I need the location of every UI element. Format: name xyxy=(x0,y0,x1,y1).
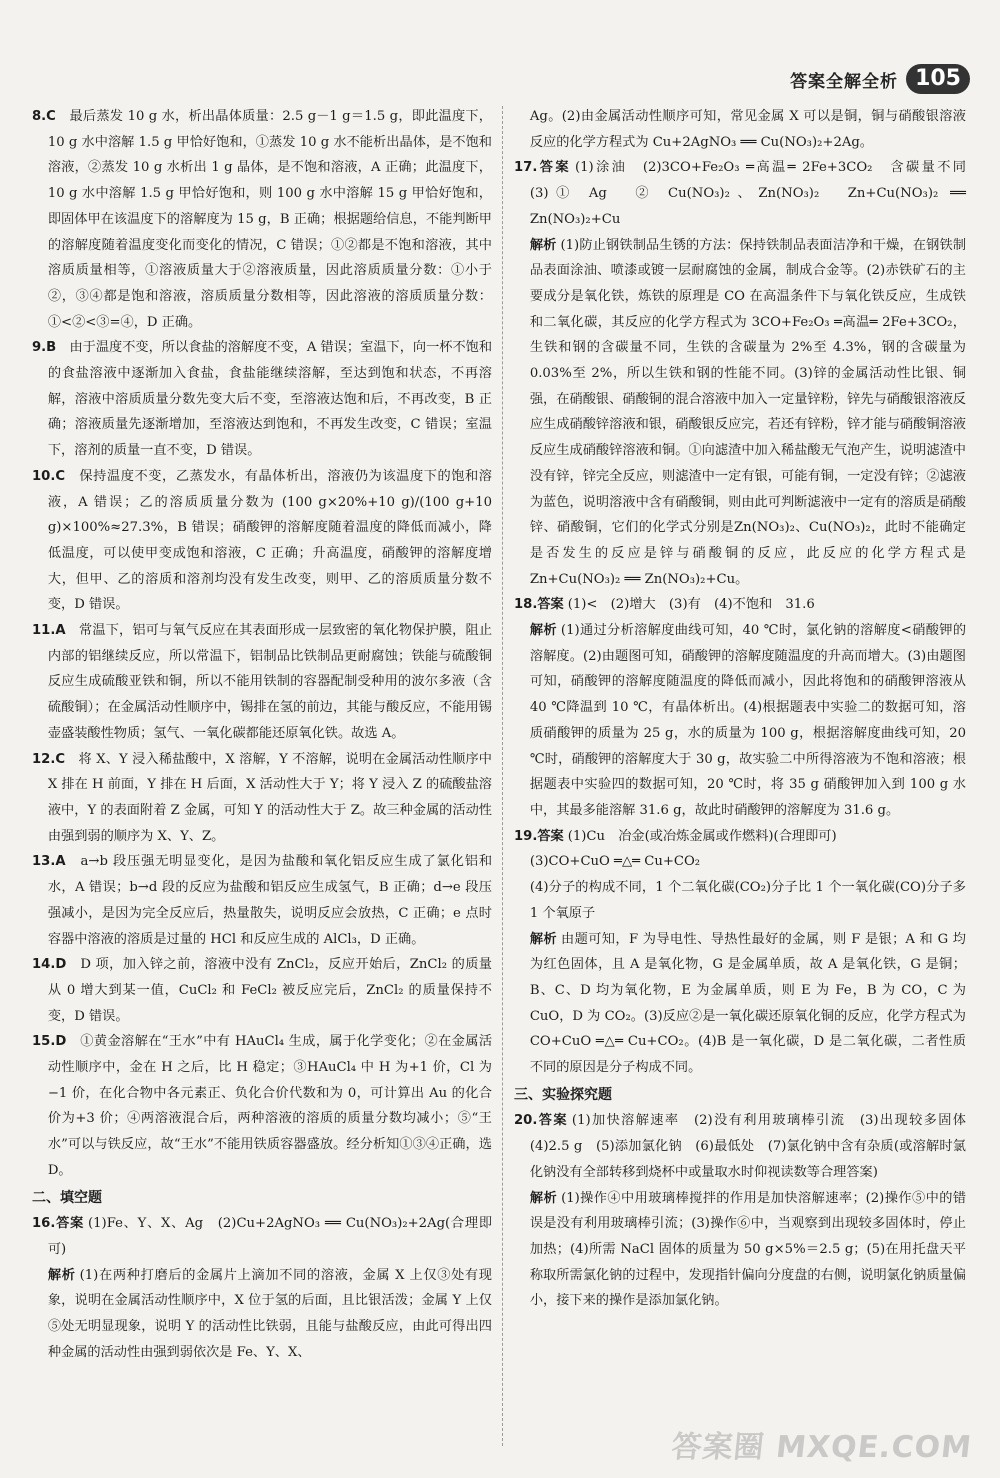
answer-10: 10.C 保持温度不变，乙蒸发水，有晶体析出，溶液仍为该温度下的饱和溶液，A 错误；乙的溶质质量分数为 (100 g×20%+10 g)/(100 g+10 g)×100%≈27.3%，B 错误；硝酸钾的溶解度随着温度的降低而减小，降低温度，可以使甲变成饱和溶液，C 正确；升高温度，硝酸钾的溶解度增大，但甲、乙的溶质和溶剂均没有发生改变，则甲、乙的溶质质量分数不变，D 错误。 xyxy=(32,468,492,613)
answer-tag: 答案 xyxy=(537,1113,568,1129)
header-title: 答案全解全析 xyxy=(790,71,899,92)
answer-20: 20.答案 (1)加快溶解速率 (2)没有利用玻璃棒引流 (3)出现较多固体 (4)2.5 g (5)添加氯化钠 (6)最低处 (7)氯化钠中含有杂质(或溶解时氯化钠没有全部转移到烧杯中或量取水时仰视读数等合理答案) xyxy=(514,1113,980,1180)
answer-15: 15.D ①黄金溶解在“王水”中有 HAuCl₄ 生成，属于化学变化；②在金属活动性顺序中，金在 H 之后，比 H 稳定；③HAuCl₄ 中 H 为+1 价，Cl 为−1 价，在化合物中各元素正、负化合价代数和为 0，可计算出 Au 的化合价为+3 价；④两溶液混合后，两种溶液的溶质的质量分数均减小；⑤“王水”可以与铁反应，故“王水”不能用铁质容器盛放。经分析知①③④正确，选 D。 xyxy=(32,1034,493,1178)
column-divider xyxy=(502,106,503,1446)
analysis-tag: 解析 xyxy=(529,931,558,947)
answer-14: 14.D D 项，加入锌之前，溶液中没有 ZnCl₂，反应开始后，ZnCl₂ 的质量从 0 增大到某一值，CuCl₂ 和 FeCl₂ 被反应完后，ZnCl₂ 的质量保持不变，D 错误。 xyxy=(32,957,492,1024)
analysis-20: 解析 (1)操作④中用玻璃棒搅拌的作用是加快溶解速率；(2)操作⑤中的错误是没有利用玻璃棒引流；(3)操作⑥中，当观察到出现较多固体时，停止加热；(4)所需 NaCl 固体的质量为 50 g×5%＝2.5 g；(5)在用托盘天平称取所需氯化钠的过程中，发现指针偏向分度盘的右侧，说明氯化钠质量偏小，接下来的操作是添加氯化钠。 xyxy=(529,1190,967,1309)
analysis-18: 解析 (1)通过分析溶解度曲线可知，40 ℃时，氯化钠的溶解度<硝酸钾的溶解度。(2)由题图可知，硝酸钾的溶解度随温度的升高而增大。(3)由题图可知，硝酸钾的溶解度随温度的降低而减小，因此将饱和的硝酸钾溶液从 40 ℃降温到 10 ℃，有晶体析出。(4)根据题表中实验二的数据可知，溶质硝酸钾的质量为 25 g，水的质量为 100 g，根据溶解度曲线可知，20 ℃时，硝酸钾的溶解度大于 30 g，故实验二中所得溶液为不饱和溶液；根据题表中实验四的数据可知，20 ℃时，将 35 g 硝酸钾加入到 100 g 水中，其最多能溶解 31.6 g，故此时硝酸钾的溶解度为 31.6 g。 xyxy=(529,623,967,818)
answer-13: 13.A a→b 段压强无明显变化，是因为盐酸和氧化铝反应生成了氯化铝和水，A 错误；b→d 段的反应为盐酸和铝反应生成氢气，B 正确；d→e 段压强减小，是因为完全反应后，热量散失，说明反应会放热，C 正确；e 点时容器中溶液的溶质是过量的 HCl 和反应生成的 AlCl₃，D 正确。 xyxy=(32,854,493,947)
answer-19: 19.答案 (1)Cu 冶金(或冶炼金属或作燃料)(合理即可) (3)CO+CuO ═△═ Cu+CO₂ (4)分子的构成不同，1 个二氧化碳(CO₂)分子比 1 个一氧化碳(CO)分子多 1 个氧原子 xyxy=(514,828,966,921)
analysis-16: 解析 (1)在两种打磨后的金属片上滴加不同的溶液，金属 X 上仅③处有现象，说明在金属活动性顺序中，X 位于氢的后面，且比银活泼；金属 Y 上仅⑤处无明显现象，说明 Y 的活动性比铁弱，且能与盐酸反应，由此可得出四种金属的活动性由强到弱依次是 Fe、Y、X、 xyxy=(47,1267,492,1360)
section-heading-fill-in: 二、填空题 xyxy=(32,1189,102,1206)
right-column xyxy=(514,104,980,1314)
answer-12: 12.C 将 X、Y 浸入稀盐酸中，X 溶解，Y 不溶解，说明在金属活动性顺序中 X 排在 H 前面，Y 排在 H 后面，X 活动性大于 Y；将 Y 浸入 Z 的硫酸盐溶液中，Y 的表面附着 Z 金属，可知 Y 的活动性大于 Z。故三种金属的活动性由强到弱的顺序为 X、Y、Z。 xyxy=(32,751,492,844)
answer-8: 8.C 最后蒸发 10 g 水，析出晶体质量：2.5 g－1 g＝1.5 g，即此温度下，10 g 水中溶解 1.5 g 甲恰好饱和，①蒸发 10 g 水不能析出晶体，是不饱和溶液，②蒸发 10 g 水析出 1 g 晶体，是不饱和溶液，A 正确；此温度下，10 g 水中溶解 1.5 g 甲恰好饱和，则 100 g 水中溶解 15 g 甲恰好饱和，即固体甲在该温度下的溶解度为 15 g，B 正确；根据题给信息，不能判断甲的溶解度随着温度变化而变化的情况，C 错误；①②都是不饱和溶液，其中溶质质量相等，①溶液质量大于②溶液质量，因此溶质质量分数：①小于②，③④都是饱和溶液，溶质质量分数相等，因此溶液的溶质质量分数：①<②<③=④，D 正确。 xyxy=(32,109,492,330)
answer-tag: 答案 xyxy=(537,597,564,613)
page-header xyxy=(790,64,970,94)
answer-tag: 答案 xyxy=(537,828,564,844)
analysis-tag: 解析 xyxy=(529,623,557,639)
site-watermark: 答案圈 MXQE.COM xyxy=(669,1430,974,1465)
analysis-tag: 解析 xyxy=(47,1267,76,1283)
analysis-16-continued: Ag。(2)由金属活动性顺序可知，常见金属 X 可以是铜，铜与硝酸银溶液反应的化学方程式为 Cu+2AgNO₃ ══ Cu(NO₃)₂+2Ag。 xyxy=(529,109,966,150)
answer-11: 11.A 常温下，铝可与氧气反应在其表面形成一层致密的氧化物保护膜，阻止内部的铝继续反应，所以常温下，铝制品比铁制品更耐腐蚀；铁能与硫酸铜反应生成硫酸亚铁和铜，所以不能用铁制的容器配制受种用的波尔多液（含硫酸铜）；在金属活动性顺序中，锡排在氢的前边，其能与酸反应，不能用锡壶盛装酸性物质；氢气、一氧化碳都能还原氧化铁。故选 A。 xyxy=(32,623,493,741)
analysis-17: 解析 (1)防止钢铁制品生锈的方法：保持铁制品表面洁净和干燥，在钢铁制品表面涂油、喷漆或镀一层耐腐蚀的金属，制成合金等。(2)赤铁矿石的主要成分是氧化铁，炼铁的原理是 CO 在高温条件下与氧化铁反应，生成铁和二氧化碳，其反应的化学方程式为 3CO+Fe₂O₃ ═高温═ 2Fe+3CO₂，生铁和钢的含碳量不同，生铁的含碳量为 2%至 4.3%，钢的含碳量为 0.03%至 2%，所以生铁和钢的性能不同。(3)锌的金属活动性比银、铜强，在硝酸银、硝酸铜的混合溶液中加入一定量锌粉，锌先与硝酸银溶液反应生成硝酸锌溶液和银，硝酸银反应完，若还有锌粉，锌才能与硝酸铜溶液反应生成硝酸锌溶液和铜。①向滤渣中加入稀盐酸无气泡产生，说明滤渣中没有锌，锌完全反应，则滤渣中一定有银，可能有铜，一定没有锌；②滤液为蓝色，说明溶液中含有硝酸铜，则由此可判断滤液中一定有的溶质是硝酸锌、硝酸铜，它们的化学式分别是Zn(NO₃)₂、Cu(NO₃)₂，此时不能确定是否发生的反应是锌与硝酸铜的反应，此反应的化学方程式是 Zn+Cu(NO₃)₂ ══ Zn(NO₃)₂+Cu。 xyxy=(529,237,967,587)
analysis-tag: 解析 xyxy=(529,1190,558,1206)
section-heading-experiment: 三、实验探究题 xyxy=(514,1086,612,1103)
answer-9: 9.B 由于温度不变，所以食盐的溶解度不变，A 错误；室温下，向一杯不饱和的食盐溶液中逐渐加入食盐，食盐能继续溶解，至达到饱和状态，不再溶解，溶液中溶质质量分数先变大后不变，至溶液达饱和后，不再改变，B 正确；溶液质量先逐渐增加，至溶液达到饱和，不再发生改变，C 错误；室温下，溶剂的质量一直不变，D 错误。 xyxy=(32,340,493,459)
answer-16: 16.答案 (1)Fe、Y、X、Ag (2)Cu+2AgNO₃ ══ Cu(NO₃)₂+2Ag(合理即可) xyxy=(32,1216,493,1257)
answer-17: 17.答案 (1)涂油 (2)3CO+Fe₂O₃ ═高温═ 2Fe+3CO₂ 含碳量不同 (3)① Ag ② Cu(NO₃)₂、Zn(NO₃)₂ Zn+Cu(NO₃)₂ ══ Zn(NO₃)₂+Cu xyxy=(514,160,980,227)
page-number: 105 xyxy=(906,64,970,94)
answer-tag: 答案 xyxy=(537,160,571,176)
left-column xyxy=(32,104,492,1365)
analysis-tag: 解析 xyxy=(529,237,557,253)
answer-18: 18.答案 (1)< (2)增大 (3)有 (4)不饱和 31.6 xyxy=(514,597,815,613)
answer-tag: 答案 xyxy=(55,1216,85,1232)
analysis-19: 解析 由题可知，F 为导电性、导热性最好的金属，则 F 是银；A 和 G 均为红色固体，且 A 是氧化物，G 是金属单质，故 A 是氧化铁，G 是铜；B、C、D 均为氧化物，E 为金属单质，则 E 为 Fe，B 为 CO，C 为 CuO，D 为 CO₂。(3)反应②是一氧化碳还原氧化铜的反应，化学方程式为 CO+CuO ═△═ Cu+CO₂。(4)B 是一氧化碳，D 是二氧化碳，二者性质不同的原因是分子构成不同。 xyxy=(529,931,966,1076)
